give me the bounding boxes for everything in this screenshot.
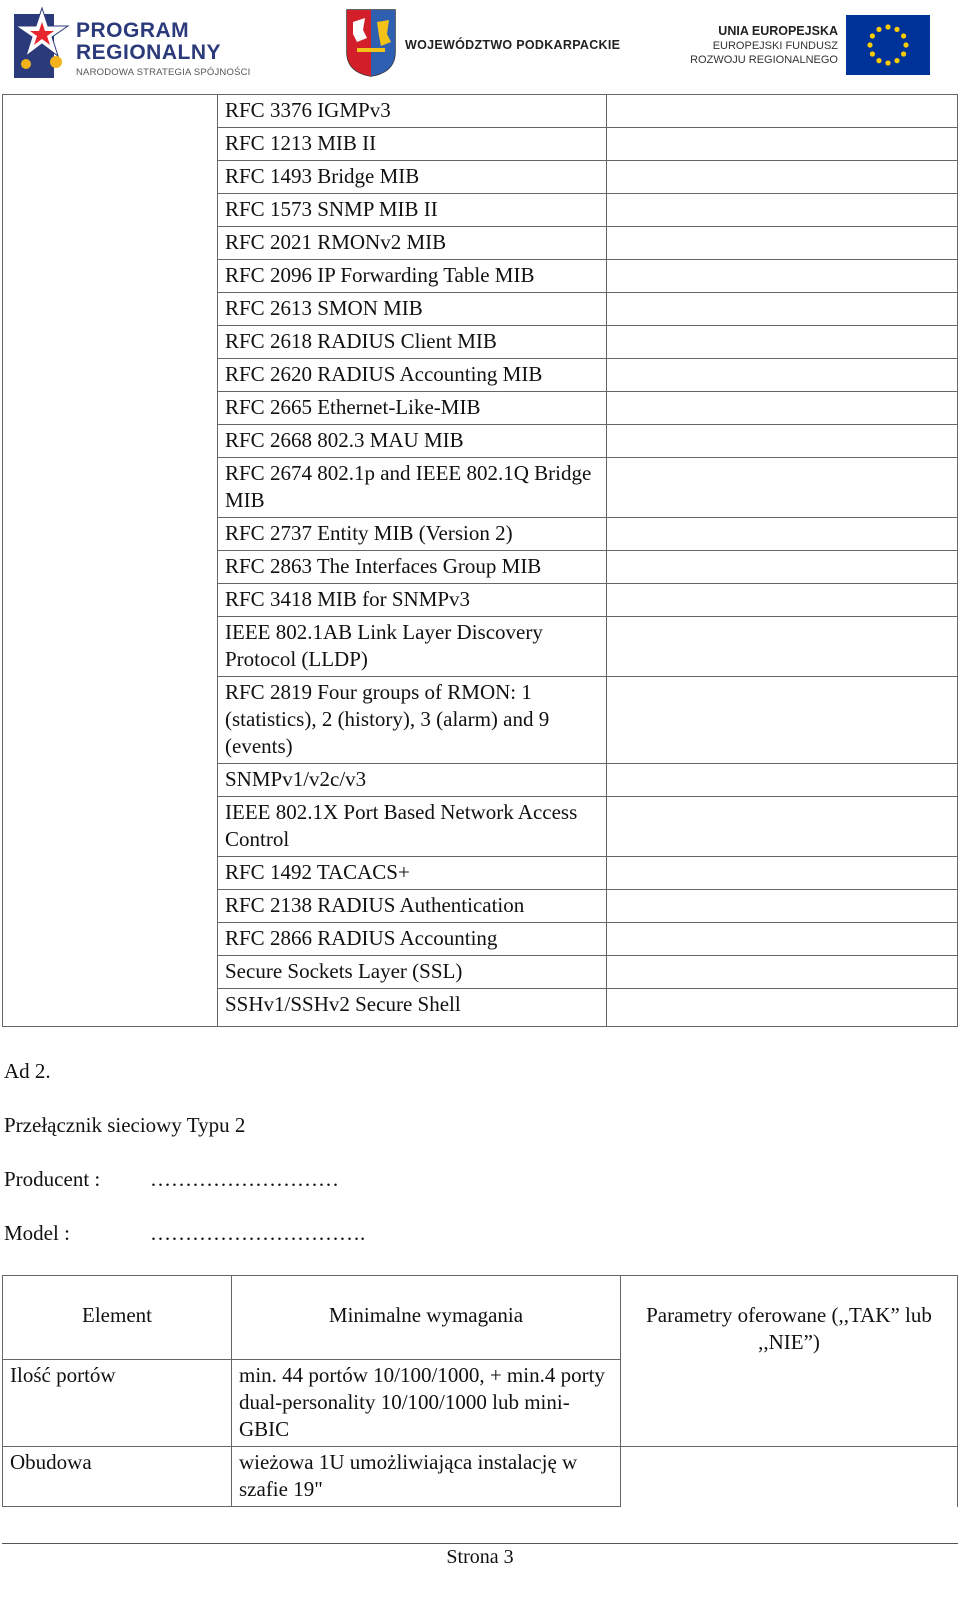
spec-row [3, 1360, 958, 1447]
eu-line2: EUROPEJSKI FUNDUSZ [712, 40, 838, 52]
rfc-offered-cell[interactable] [607, 551, 958, 584]
producer-row [4, 1166, 339, 1193]
rfc-offered-cell[interactable] [607, 617, 958, 677]
rfc-offered-cell[interactable] [607, 95, 958, 128]
rfc-standard: RFC 1573 SNMP MIB II [218, 194, 607, 227]
eu-text [690, 24, 838, 67]
rfc-standard: RFC 2866 RADIUS Accounting [218, 923, 607, 956]
coat-of-arms-icon [345, 8, 397, 78]
eu-line1: UNIA EUROPEJSKA [718, 24, 838, 38]
rfc-standard: IEEE 802.1X Port Based Network Access Control [218, 797, 607, 857]
producer-field[interactable]: ……………………… [150, 1167, 339, 1191]
footer-divider [2, 1543, 958, 1544]
rfc-offered-cell[interactable] [607, 956, 958, 989]
rfc-standard: IEEE 802.1AB Link Layer Discovery Protocol (LLDP) [218, 617, 607, 677]
section-title: Przełącznik sieciowy Typu 2 [4, 1113, 246, 1137]
rfc-row [3, 95, 958, 128]
program-star-icon [12, 4, 74, 82]
rfc-standard: RFC 2021 RMONv2 MIB [218, 227, 607, 260]
spec-row [3, 1447, 958, 1507]
rfc-standard: RFC 2863 The Interfaces Group MIB [218, 551, 607, 584]
rfc-offered-cell[interactable] [607, 227, 958, 260]
rfc-standard: Secure Sockets Layer (SSL) [218, 956, 607, 989]
rfc-offered-cell[interactable] [607, 425, 958, 458]
rfc-standard: RFC 2665 Ethernet-Like-MIB [218, 392, 607, 425]
rfc-standard: RFC 3376 IGMPv3 [218, 95, 607, 128]
rfc-offered-cell[interactable] [607, 857, 958, 890]
eu-line3: ROZWOJU REGIONALNEGO [690, 54, 838, 66]
spec-offered-cell[interactable] [621, 1447, 958, 1507]
eu-flag-icon [846, 15, 930, 75]
spec-table-header [3, 1276, 958, 1360]
rfc-standard: RFC 2674 802.1p and IEEE 802.1Q Bridge MIB [218, 458, 607, 518]
rfc-offered-cell[interactable] [607, 584, 958, 617]
rfc-offered-cell[interactable] [607, 923, 958, 956]
program-line2: REGIONALNY [76, 41, 222, 64]
rfc-offered-cell[interactable] [607, 458, 958, 518]
model-row [4, 1220, 366, 1247]
section-number: Ad 2. [4, 1059, 51, 1083]
spec-offered-cell[interactable] [621, 1360, 958, 1447]
rfc-element-cell [3, 95, 218, 1027]
header-offered: Parametry oferowane (,,TAK” lub ,,NIE”) [621, 1276, 958, 1360]
wojewodztwo-logo [345, 8, 621, 78]
rfc-offered-cell[interactable] [607, 392, 958, 425]
rfc-offered-cell[interactable] [607, 764, 958, 797]
rfc-table-body [3, 95, 958, 1027]
spec-requirement: min. 44 portów 10/100/1000, + min.4 porty dual-personality 10/100/1000 lub mini-GBIC [232, 1360, 621, 1447]
rfc-standard: SSHv1/SSHv2 Secure Shell [218, 989, 607, 1027]
page-header [0, 0, 960, 92]
rfc-standard: RFC 1493 Bridge MIB [218, 161, 607, 194]
rfc-offered-cell[interactable] [607, 128, 958, 161]
rfc-standard: RFC 2668 802.3 MAU MIB [218, 425, 607, 458]
rfc-standard: RFC 2096 IP Forwarding Table MIB [218, 260, 607, 293]
program-text [76, 20, 251, 78]
model-field[interactable]: …………………………. [150, 1221, 366, 1245]
rfc-offered-cell[interactable] [607, 518, 958, 551]
spec-requirement: wieżowa 1U umożliwiająca instalację w szafie 19" [232, 1447, 621, 1507]
rfc-offered-cell[interactable] [607, 359, 958, 392]
rfc-standard: RFC 2737 Entity MIB (Version 2) [218, 518, 607, 551]
rfc-offered-cell[interactable] [607, 161, 958, 194]
rfc-standard: RFC 2620 RADIUS Accounting MIB [218, 359, 607, 392]
rfc-standard: RFC 2613 SMON MIB [218, 293, 607, 326]
header-requirements: Minimalne wymagania [232, 1276, 621, 1360]
rfc-offered-cell[interactable] [607, 326, 958, 359]
rfc-standard: RFC 2819 Four groups of RMON: 1 (statistics), 2 (history), 3 (alarm) and 9 (events) [218, 677, 607, 764]
rfc-standard: RFC 1213 MIB II [218, 128, 607, 161]
region-name: WOJEWÓDZTWO PODKARPACKIE [405, 38, 621, 52]
rfc-standard: RFC 1492 TACACS+ [218, 857, 607, 890]
rfc-offered-cell[interactable] [607, 989, 958, 1027]
spec-element: Ilość portów [3, 1360, 232, 1447]
page-number: Strona 3 [446, 1546, 514, 1568]
eu-logo [690, 10, 930, 80]
rfc-offered-cell[interactable] [607, 260, 958, 293]
rfc-standard: RFC 2618 RADIUS Client MIB [218, 326, 607, 359]
rfc-offered-cell[interactable] [607, 890, 958, 923]
header-element: Element [3, 1276, 232, 1360]
spec-table [2, 1275, 958, 1507]
rfc-offered-cell[interactable] [607, 293, 958, 326]
rfc-standard: SNMPv1/v2c/v3 [218, 764, 607, 797]
program-regionalny-logo [12, 4, 262, 84]
program-line1: PROGRAM [76, 19, 190, 42]
spec-element: Obudowa [3, 1447, 232, 1507]
program-line3: NARODOWA STRATEGIA SPÓJNOŚCI [76, 67, 251, 78]
rfc-offered-cell[interactable] [607, 677, 958, 764]
rfc-offered-cell[interactable] [607, 194, 958, 227]
rfc-standard: RFC 3418 MIB for SNMPv3 [218, 584, 607, 617]
rfc-standard: RFC 2138 RADIUS Authentication [218, 890, 607, 923]
rfc-offered-cell[interactable] [607, 797, 958, 857]
model-label: Model : [4, 1221, 70, 1245]
rfc-standards-table [2, 94, 958, 1027]
producer-label: Producent : [4, 1167, 101, 1191]
